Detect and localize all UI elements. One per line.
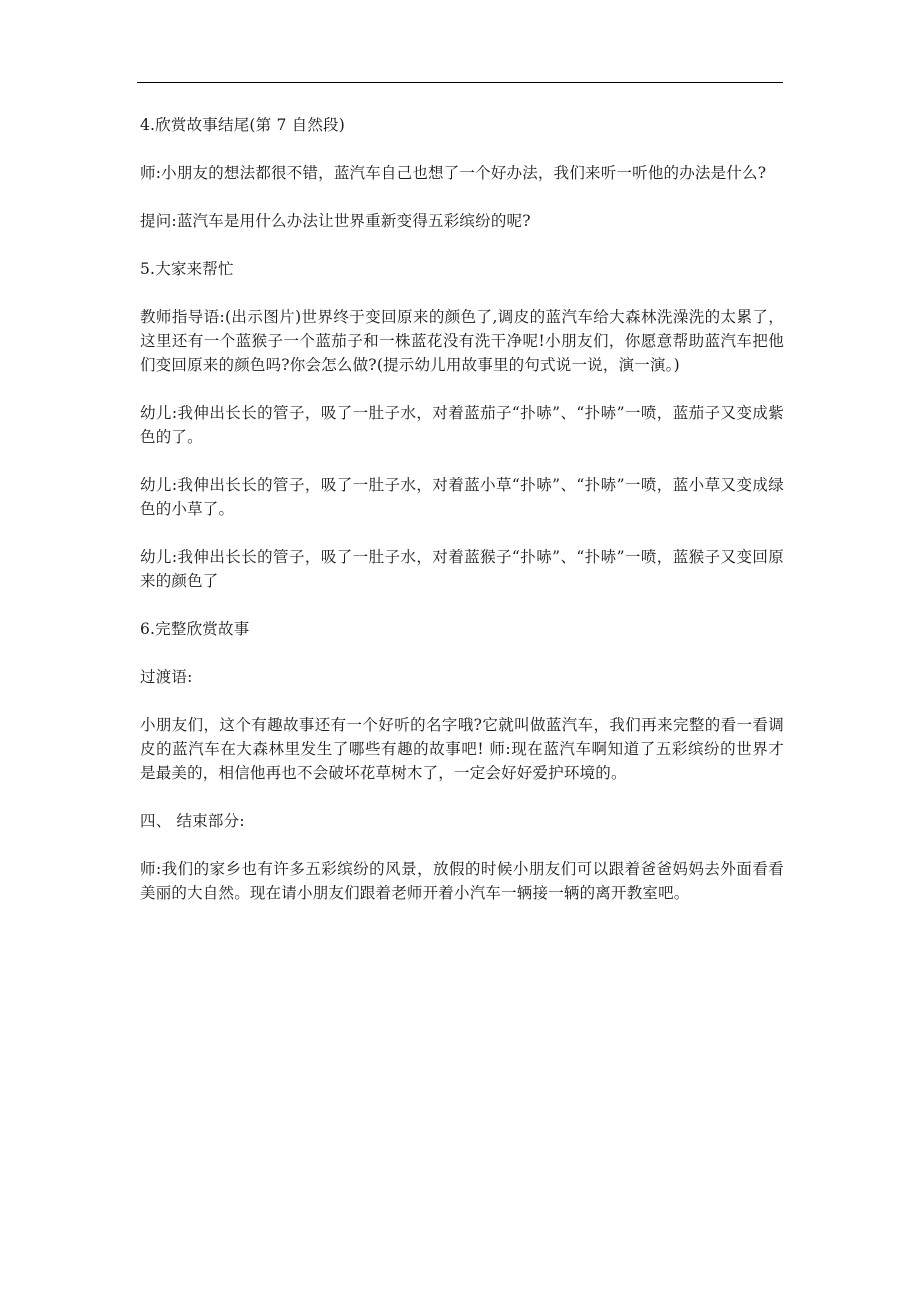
closing-text: 师:我们的家乡也有许多五彩缤纷的风景，放假的时候小朋友们可以跟着爸爸妈妈去外面看看美丽的大自然。现在请小朋友们跟着老师开着小汽车一辆接一辆的离开教室吧。	[140, 860, 784, 902]
transition-text: 小朋友们，这个有趣故事还有一个好听的名字哦?它就叫做蓝汽车，我们再来完整的看一看调皮的蓝汽车在大森林里发生了哪些有趣的故事吧! 师:现在蓝汽车啊知道了五彩缤纷的世界才是最美的，相信他再也不会破坏花草树木了，一定会好好爱护环境的。	[140, 716, 784, 782]
question-line: 提问:蓝汽车是用什么办法让世界重新变得五彩缤纷的呢?	[140, 212, 531, 230]
teacher-line: 师:小朋友的想法都很不错，蓝汽车自己也想了一个好办法，我们来听一听他的办法是什么?	[140, 164, 767, 182]
document-body	[140, 113, 784, 929]
child-line-grass: 幼儿:我伸出长长的管子，吸了一肚子水，对着蓝小草“扑哧”、“扑哧”一喷，蓝小草又变成绿色的小草了。	[140, 476, 784, 518]
section-heading-5: 5.大家来帮忙	[140, 260, 234, 278]
transition-label: 过渡语:	[140, 668, 193, 686]
teacher-guidance: 教师指导语:(出示图片)世界终于变回原来的颜色了,调皮的蓝汽车给大森林洗澡洗的太累了，这里还有一个蓝猴子一个蓝茄子和一株蓝花没有洗干净呢!小朋友们，你愿意帮助蓝汽车把他们变回原来的颜色吗?你会怎么做?(提示幼儿用故事里的句式说一说，演一演。)	[140, 308, 784, 374]
closing-heading: 四、 结束部分:	[140, 812, 245, 830]
child-line-monkey: 幼儿:我伸出长长的管子，吸了一肚子水，对着蓝猴子“扑哧”、“扑哧”一喷，蓝猴子又变回原来的颜色了	[140, 548, 784, 590]
child-line-eggplant: 幼儿:我伸出长长的管子，吸了一肚子水，对着蓝茄子“扑哧”、“扑哧”一喷，蓝茄子又变成紫色的了。	[140, 404, 784, 446]
section-heading-4: 4.欣赏故事结尾(第 7 自然段)	[140, 116, 345, 134]
header-rule	[137, 82, 783, 83]
section-heading-6: 6.完整欣赏故事	[140, 620, 250, 638]
